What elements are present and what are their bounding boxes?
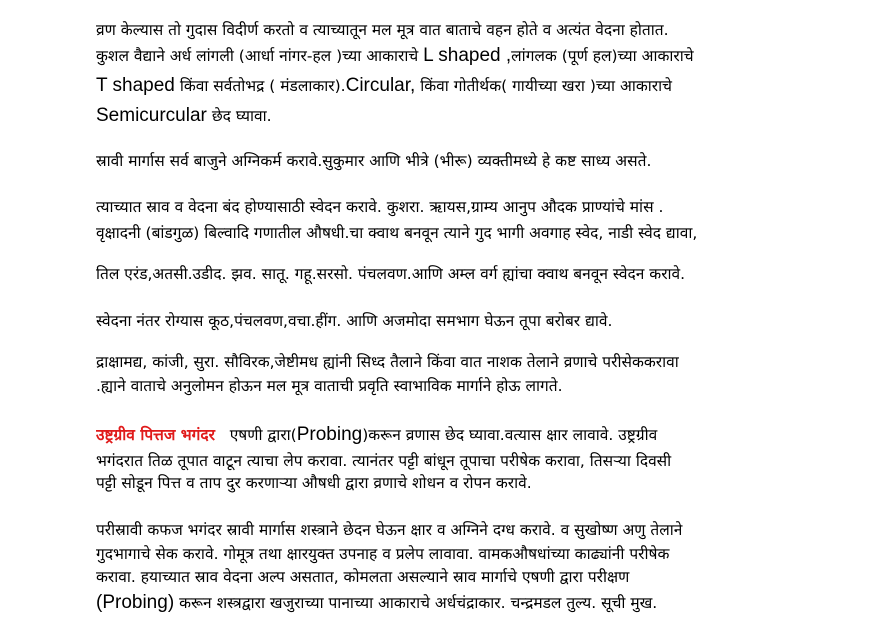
para1-line2-text-b: लांगलक (पूर्ण हल)च्या आकाराचे — [511, 47, 694, 65]
para6-line1: द्राक्षामद्य, कांजी, सुरा. सौविरक,जेष्टीमध ह्यांनी सिध्द तैलाने किंवा वात नाशक तेलाने व्रणाचे परीसेककरावा — [96, 353, 679, 371]
para1-line4 — [96, 105, 784, 129]
para8-line3: करावा. हयाच्यात स्राव वेदना अल्प असतात, कोमलता असल्याने स्राव मार्गाचे एषणी द्वारा परीक्षण — [96, 568, 630, 586]
para8-line1: परीस्रावी कफज भगंदर स्रावी मार्गास शस्त्राने छेदन घेऊन क्षार व अग्निने दग्ध करावे. व सुखोष्ण अणु तेलाने — [96, 521, 683, 539]
para1-line4-latin: Semicurcular — [96, 105, 207, 126]
para4-line1: तिल एरंड,अतसी.उडीद. झव. सातू. गहू.सरसो. पंचलवण.आणि अम्ल वर्ग ह्यांचा क्वाथ बनवून स्वेदन करावे. — [96, 265, 686, 283]
para2-line1: स्रावी मार्गास सर्व बाजुने अग्निकर्म करावे.सुकुमार आणि भीत्रे (भीरू) व्यक्तीमध्ये हे कष्ट साध्य असते. — [96, 152, 652, 170]
para1-line3-text-a: किंवा सर्वतोभद्र ( मंडलाकार). — [179, 77, 346, 95]
para8-line4-latin: (Probing) — [96, 592, 175, 613]
para7-line1-latin: Probing — [296, 424, 363, 445]
para8-line2: गुदभागाचे सेक करावे. गोमूत्र तथा क्षारयुक्त उपनाह व प्रलेप लावावा. वामकऔषधांच्या काढ्यांनी परीषेक — [96, 545, 670, 563]
para1-line1: व्रण केल्यास तो गुदास विदीर्ण करतो व त्याच्यातून मल मूत्र वात बाताचे वहन होते व अत्यंत वेदना होतात. — [96, 21, 669, 39]
para1-line4-text: छेद घ्यावा. — [211, 107, 272, 125]
para1-line3-latin-b: Circular, — [345, 75, 416, 96]
para8-line4 — [96, 592, 784, 616]
para7-line1-text-b: )करून व्रणास छेद घ्यावा.वत्यास क्षार लावावे. उष्ट्रग्रीव — [362, 426, 658, 444]
para7-line1 — [96, 424, 784, 448]
para7-line1-text-a: एषणी द्वारा( — [229, 426, 297, 444]
section-heading: उष्ट्रग्रीव पित्तज भगंदर — [96, 426, 215, 444]
para1-line2-latin: L shaped , — [423, 45, 512, 66]
para7-line3: पट्टी सोडून पित्त व ताप दुर करणाऱ्या औषधी द्वारा व्रणाचे शोधन व रोपन करावे. — [96, 474, 532, 492]
para1-line3-latin-a: T shaped — [96, 75, 175, 96]
para1-line2 — [96, 45, 784, 69]
para3-line2: वृक्षादनी (बांडगुळ) बिल्वादि गणातील औषधी.चा क्वाथ बनवून त्याने गुद भागी अवगाह स्वेद, नाडी स्वेद द्यावा, — [96, 224, 698, 242]
para1-line3-text-b: किंवा गोतीर्थक( गायीच्या खरा )च्या आकाराचे — [420, 77, 672, 95]
para1-line3 — [96, 75, 784, 99]
para5-line1: स्वेदना नंतर रोग्यास कूठ,पंचलवण,वचा.हींग. आणि अजमोदा समभाग घेऊन तूपा बरोबर द्यावे. — [96, 312, 613, 330]
para1-line2-text-a: कुशल वैद्याने अर्ध लांगली (आर्धा नांगर-हल )च्या आकाराचे — [96, 47, 419, 65]
para8-line4-text: करून शस्त्रद्वारा खजुराच्या पानाच्या आकाराचे अर्धचंद्राकार. चन्द्रमडल तुल्य. सूची मुख. — [179, 594, 658, 612]
para3-line1: त्याच्यात स्राव व वेदना बंद होण्यासाठी स्वेदन करावे. कुशरा. ऋायस,ग्राम्य आनुप औदक प्राण्यांचे मांस . — [96, 198, 664, 216]
para6-line2: .ह्याने वाताचे अनुलोमन होऊन मल मूत्र वाताची प्रवृति स्वाभाविक मार्गाने होऊ लागते. — [96, 377, 563, 395]
para7-line2: भगंदरात तिळ तूपात वाटून त्याचा लेप करावा. त्यानंतर पट्टी बांधून तूपाचा परीषेक करावा, तिसऱ्या दिवसी — [96, 452, 672, 470]
